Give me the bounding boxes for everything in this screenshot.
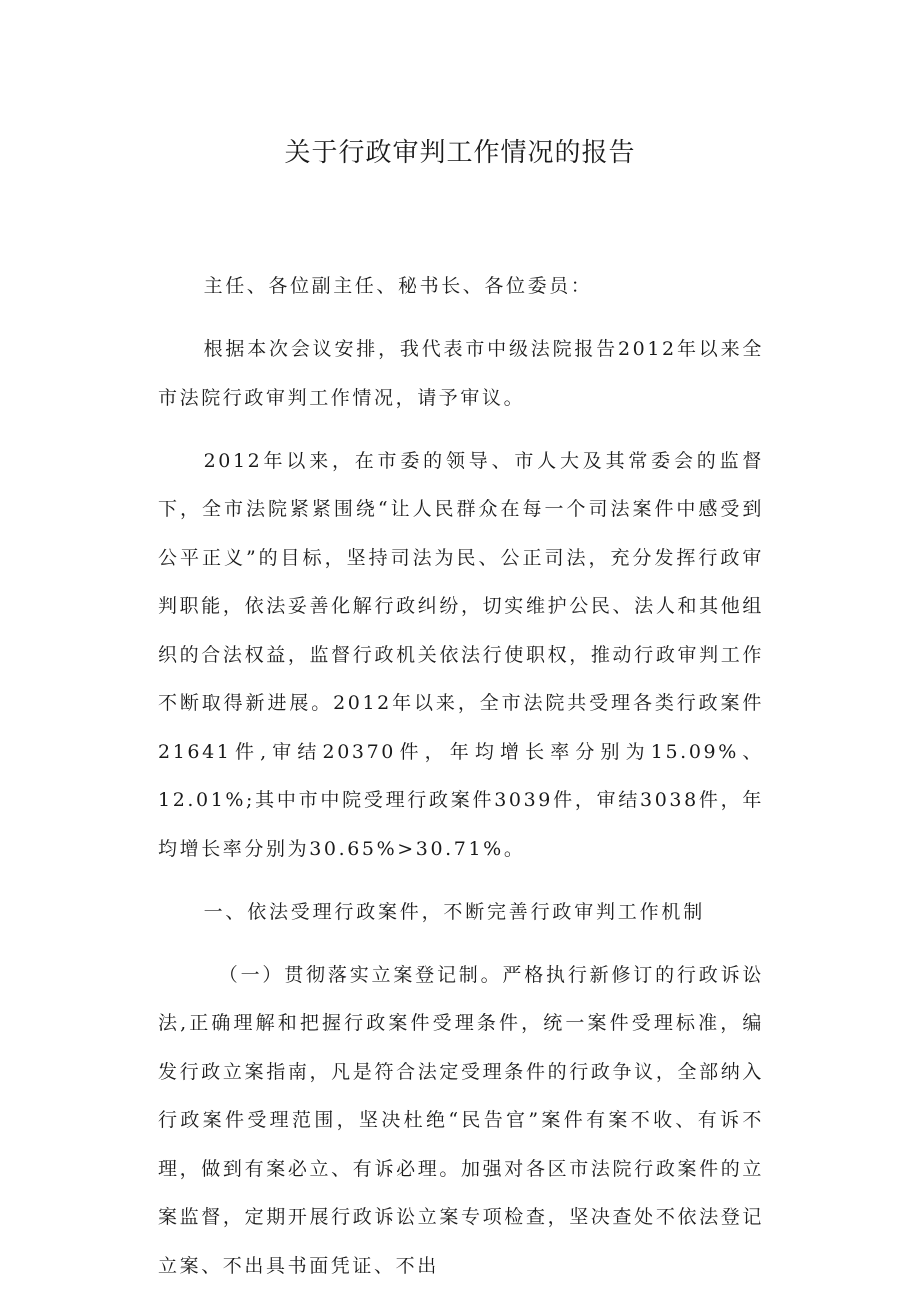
salutation: 主任、各位副主任、秘书长、各位委员： bbox=[203, 275, 593, 297]
subsection-paragraph: （一）贯彻落实立案登记制。严格执行新修订的行政诉讼法,正确理解和把握行政案件受理条件，统一案件受理标准，编发行政立案指南，凡是符合法定受理条件的行政争议，全部纳入行政案件受理范围，坚决杜绝“民告官”案件有案不收、有诉不理，做到有案必立、有诉必理。加强对各区市法院行政案件的立案监督，定期开展行政诉讼立案专项检查，坚决查处不依法登记立案、不出具书面凭证、不出 bbox=[158, 963, 764, 1277]
section-heading: 一、依法受理行政案件，不断完善行政审判工作机制 bbox=[203, 900, 705, 923]
document-title: 关于行政审判工作情况的报告 bbox=[284, 138, 636, 168]
document-body bbox=[158, 262, 764, 1305]
paragraph-overview: 2012年以来，在市委的领导、市人大及其常委会的监督下，全市法院紧紧围绕“让人民群众在每一个司法案件中感受到公平正义”的目标，坚持司法为民、公正司法，充分发挥行政审判职能，依法妥善化解行政纠纷，切实维护公民、法人和其他组织的合法权益，监督行政机关依法行使职权，推动行政审判工作不断取得新进展。2012年以来，全市法院共受理各类行政案件21641件,审结20370件，年均增长率分别为15.09%、12.01%;其中市中院受理行政案件3039件，审结3038件，年均增长率分别为30.65%>30.71%。 bbox=[158, 449, 764, 860]
paragraph-intro: 根据本次会议安排，我代表市中级法院报告2012年以来全市法院行政审判工作情况，请予审议。 bbox=[158, 338, 764, 409]
